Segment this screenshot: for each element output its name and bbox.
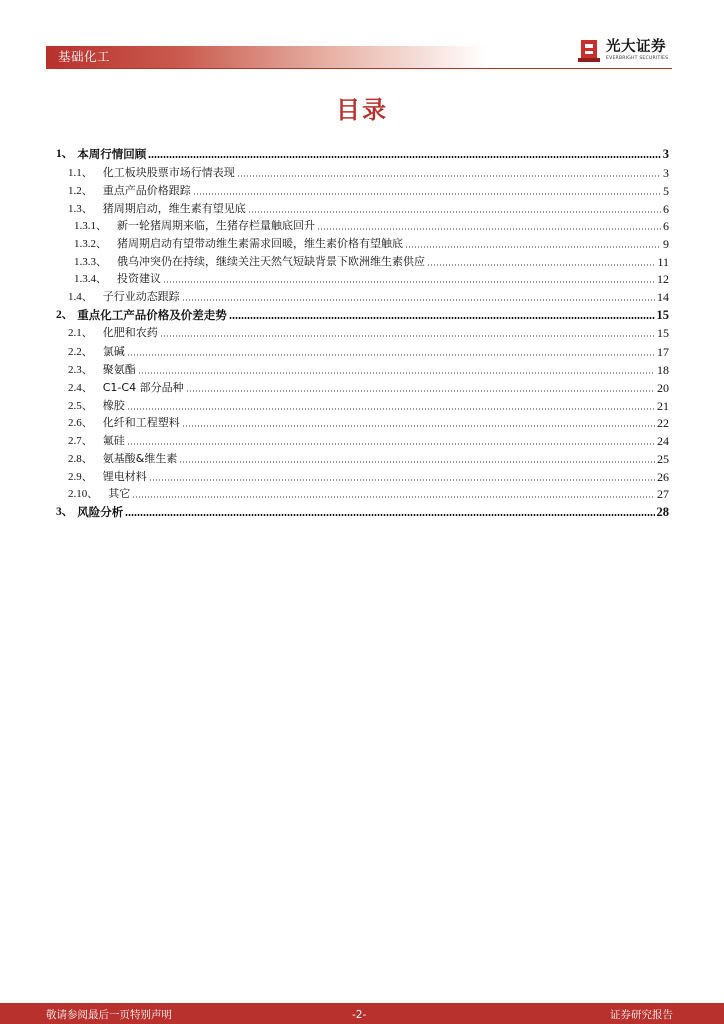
toc-entry[interactable] xyxy=(68,413,669,430)
toc-dot-leader xyxy=(182,425,655,427)
toc-entry-number: 2.3、 xyxy=(68,364,93,376)
toc-dot-leader xyxy=(127,443,655,445)
toc-entry-title: 本周行情回顾 xyxy=(77,147,147,161)
toc-entry-title: 橡胶 xyxy=(102,399,125,412)
toc-entry-number: 2.6、 xyxy=(68,417,93,429)
toc-entry-title: C1-C4 部分品种 xyxy=(102,381,184,394)
toc-dot-leader xyxy=(427,264,655,266)
toc-dot-leader xyxy=(237,175,661,177)
toc-entry-title: 聚氨酯 xyxy=(102,363,136,376)
toc-entry-page: 12 xyxy=(657,272,669,286)
toc-entry-page: 11 xyxy=(657,255,669,269)
toc-entry-number: 1.3.2、 xyxy=(74,238,107,250)
brand-name-cn: 光大证券 xyxy=(606,39,666,55)
toc-entry-title: 其它 xyxy=(108,487,131,500)
toc-dot-leader xyxy=(138,372,655,374)
toc-entry-title: 重点化工产品价格及价差走势 xyxy=(77,308,227,322)
toc-entry-number: 2.8、 xyxy=(68,453,93,465)
toc-entry-number: 1.3.1、 xyxy=(74,220,107,232)
toc-entry-page: 14 xyxy=(657,290,669,304)
toc-entry-title: 子行业动态跟踪 xyxy=(102,290,180,303)
footer-page-number: -2- xyxy=(352,1009,367,1021)
toc-entry-number: 2、 xyxy=(56,309,74,321)
toc-entry-page: 5 xyxy=(663,184,669,198)
toc-entry-page: 6 xyxy=(663,202,669,216)
toc-entry-title: 投资建议 xyxy=(117,272,161,285)
toc-entry[interactable] xyxy=(68,378,669,395)
toc-entry-page: 25 xyxy=(657,452,669,466)
toc-entry[interactable] xyxy=(68,431,669,448)
toc-entry[interactable] xyxy=(68,163,669,180)
toc-entry-title: 化工板块股票市场行情表现 xyxy=(102,166,235,179)
toc-dot-leader xyxy=(193,193,661,195)
toc-entry-number: 2.7、 xyxy=(68,435,93,447)
toc-dot-leader xyxy=(149,479,655,481)
section-label: 基础化工 xyxy=(58,49,111,64)
toc-entry[interactable] xyxy=(68,449,669,466)
toc-dot-leader xyxy=(182,299,655,301)
toc-dot-leader xyxy=(229,317,655,319)
toc-dot-leader xyxy=(127,354,655,356)
toc-entry-number: 1.1、 xyxy=(68,167,93,179)
toc-entry-number: 3、 xyxy=(56,506,74,518)
toc-entry[interactable] xyxy=(74,216,669,233)
toc-entry-page: 28 xyxy=(656,505,669,519)
toc-entry-number: 1.4、 xyxy=(68,291,93,303)
footer-disclaimer[interactable]: 敬请参阅最后一页特别声明 xyxy=(46,1009,172,1021)
toc-entry-page: 17 xyxy=(657,345,669,359)
toc-entry-page: 15 xyxy=(657,326,669,340)
toc-entry-page: 21 xyxy=(657,399,669,413)
footer-report-type: 证券研究报告 xyxy=(610,1009,673,1021)
toc-entry-number: 2.10、 xyxy=(68,488,99,500)
toc-entry-page: 24 xyxy=(657,434,669,448)
toc-entry-page: 15 xyxy=(656,308,669,322)
toc-entry[interactable] xyxy=(68,396,669,413)
toc-entry-number: 2.1、 xyxy=(68,327,93,339)
toc-entry-title: 猪周期启动，维生素有望见底 xyxy=(102,202,246,215)
toc-entry-number: 1.3.4、 xyxy=(74,273,107,285)
toc-entry[interactable] xyxy=(56,144,669,161)
brand-name-en: EVERBRIGHT SECURITIES xyxy=(606,56,669,61)
toc-entry-title: 化肥和农药 xyxy=(102,326,158,339)
toc-entry-page: 9 xyxy=(663,237,669,251)
toc-dot-leader xyxy=(317,228,661,230)
page-title: 目录 xyxy=(336,96,388,124)
toc-entry[interactable] xyxy=(74,269,669,286)
toc-dot-leader xyxy=(179,461,655,463)
toc-dot-leader xyxy=(148,156,661,158)
toc-dot-leader xyxy=(163,281,655,283)
toc-entry-title: 重点产品价格跟踪 xyxy=(102,184,191,197)
toc-entry-page: 6 xyxy=(663,219,669,233)
toc-entry-page: 3 xyxy=(662,147,669,161)
toc-entry-number: 2.9、 xyxy=(68,471,93,483)
toc-entry-number: 2.4、 xyxy=(68,382,93,394)
toc-entry-page: 20 xyxy=(657,381,669,395)
toc-dot-leader xyxy=(132,496,655,498)
toc-entry-title: 氨基酸&维生素 xyxy=(102,452,178,465)
toc-entry[interactable] xyxy=(68,467,669,484)
toc-entry[interactable] xyxy=(68,287,669,304)
toc-entry-number: 1.3.3、 xyxy=(74,256,107,268)
toc-entry-title: 氟硅 xyxy=(102,434,125,447)
toc-dot-leader xyxy=(127,408,655,410)
toc-entry-title: 氯碱 xyxy=(102,345,125,358)
toc-entry[interactable] xyxy=(68,181,669,198)
toc-entry-number: 2.5、 xyxy=(68,400,93,412)
toc-dot-leader xyxy=(248,211,661,213)
toc-entry-title: 化纤和工程塑料 xyxy=(102,416,180,429)
toc-entry-number: 1.3、 xyxy=(68,203,93,215)
toc-entry-title: 猪周期启动有望带动维生素需求回暖，维生素价格有望触底 xyxy=(117,237,403,250)
toc-entry[interactable] xyxy=(56,305,669,322)
toc-entry-page: 3 xyxy=(663,166,669,180)
toc-entry-number: 1、 xyxy=(56,148,74,160)
toc-entry-title: 锂电材料 xyxy=(102,470,147,483)
toc-entry-number: 2.2、 xyxy=(68,346,93,358)
toc-entry-title: 风险分析 xyxy=(77,505,124,519)
toc-entry-page: 26 xyxy=(657,470,669,484)
toc-entry[interactable] xyxy=(56,502,669,519)
toc-dot-leader xyxy=(186,390,655,392)
toc-entry-number: 1.2、 xyxy=(68,185,93,197)
toc-dot-leader xyxy=(160,335,655,337)
toc-entry[interactable] xyxy=(74,252,669,269)
toc-entry[interactable] xyxy=(68,199,669,216)
toc-entry-page: 18 xyxy=(657,363,669,377)
toc-entry[interactable] xyxy=(68,360,669,377)
toc-entry[interactable] xyxy=(68,342,669,359)
toc-entry[interactable] xyxy=(74,234,669,251)
toc-entry[interactable] xyxy=(68,484,669,501)
toc-dot-leader xyxy=(405,246,661,248)
toc-entry-page: 22 xyxy=(657,416,669,430)
toc-entry-title: 俄乌冲突仍在持续，继续关注天然气短缺背景下欧洲维生素供应 xyxy=(117,255,425,268)
toc-entry-page: 27 xyxy=(657,487,669,501)
toc-entry-title: 新一轮猪周期来临，生猪存栏量触底回升 xyxy=(117,219,315,232)
toc-entry[interactable] xyxy=(68,323,669,340)
toc-dot-leader xyxy=(125,514,654,516)
